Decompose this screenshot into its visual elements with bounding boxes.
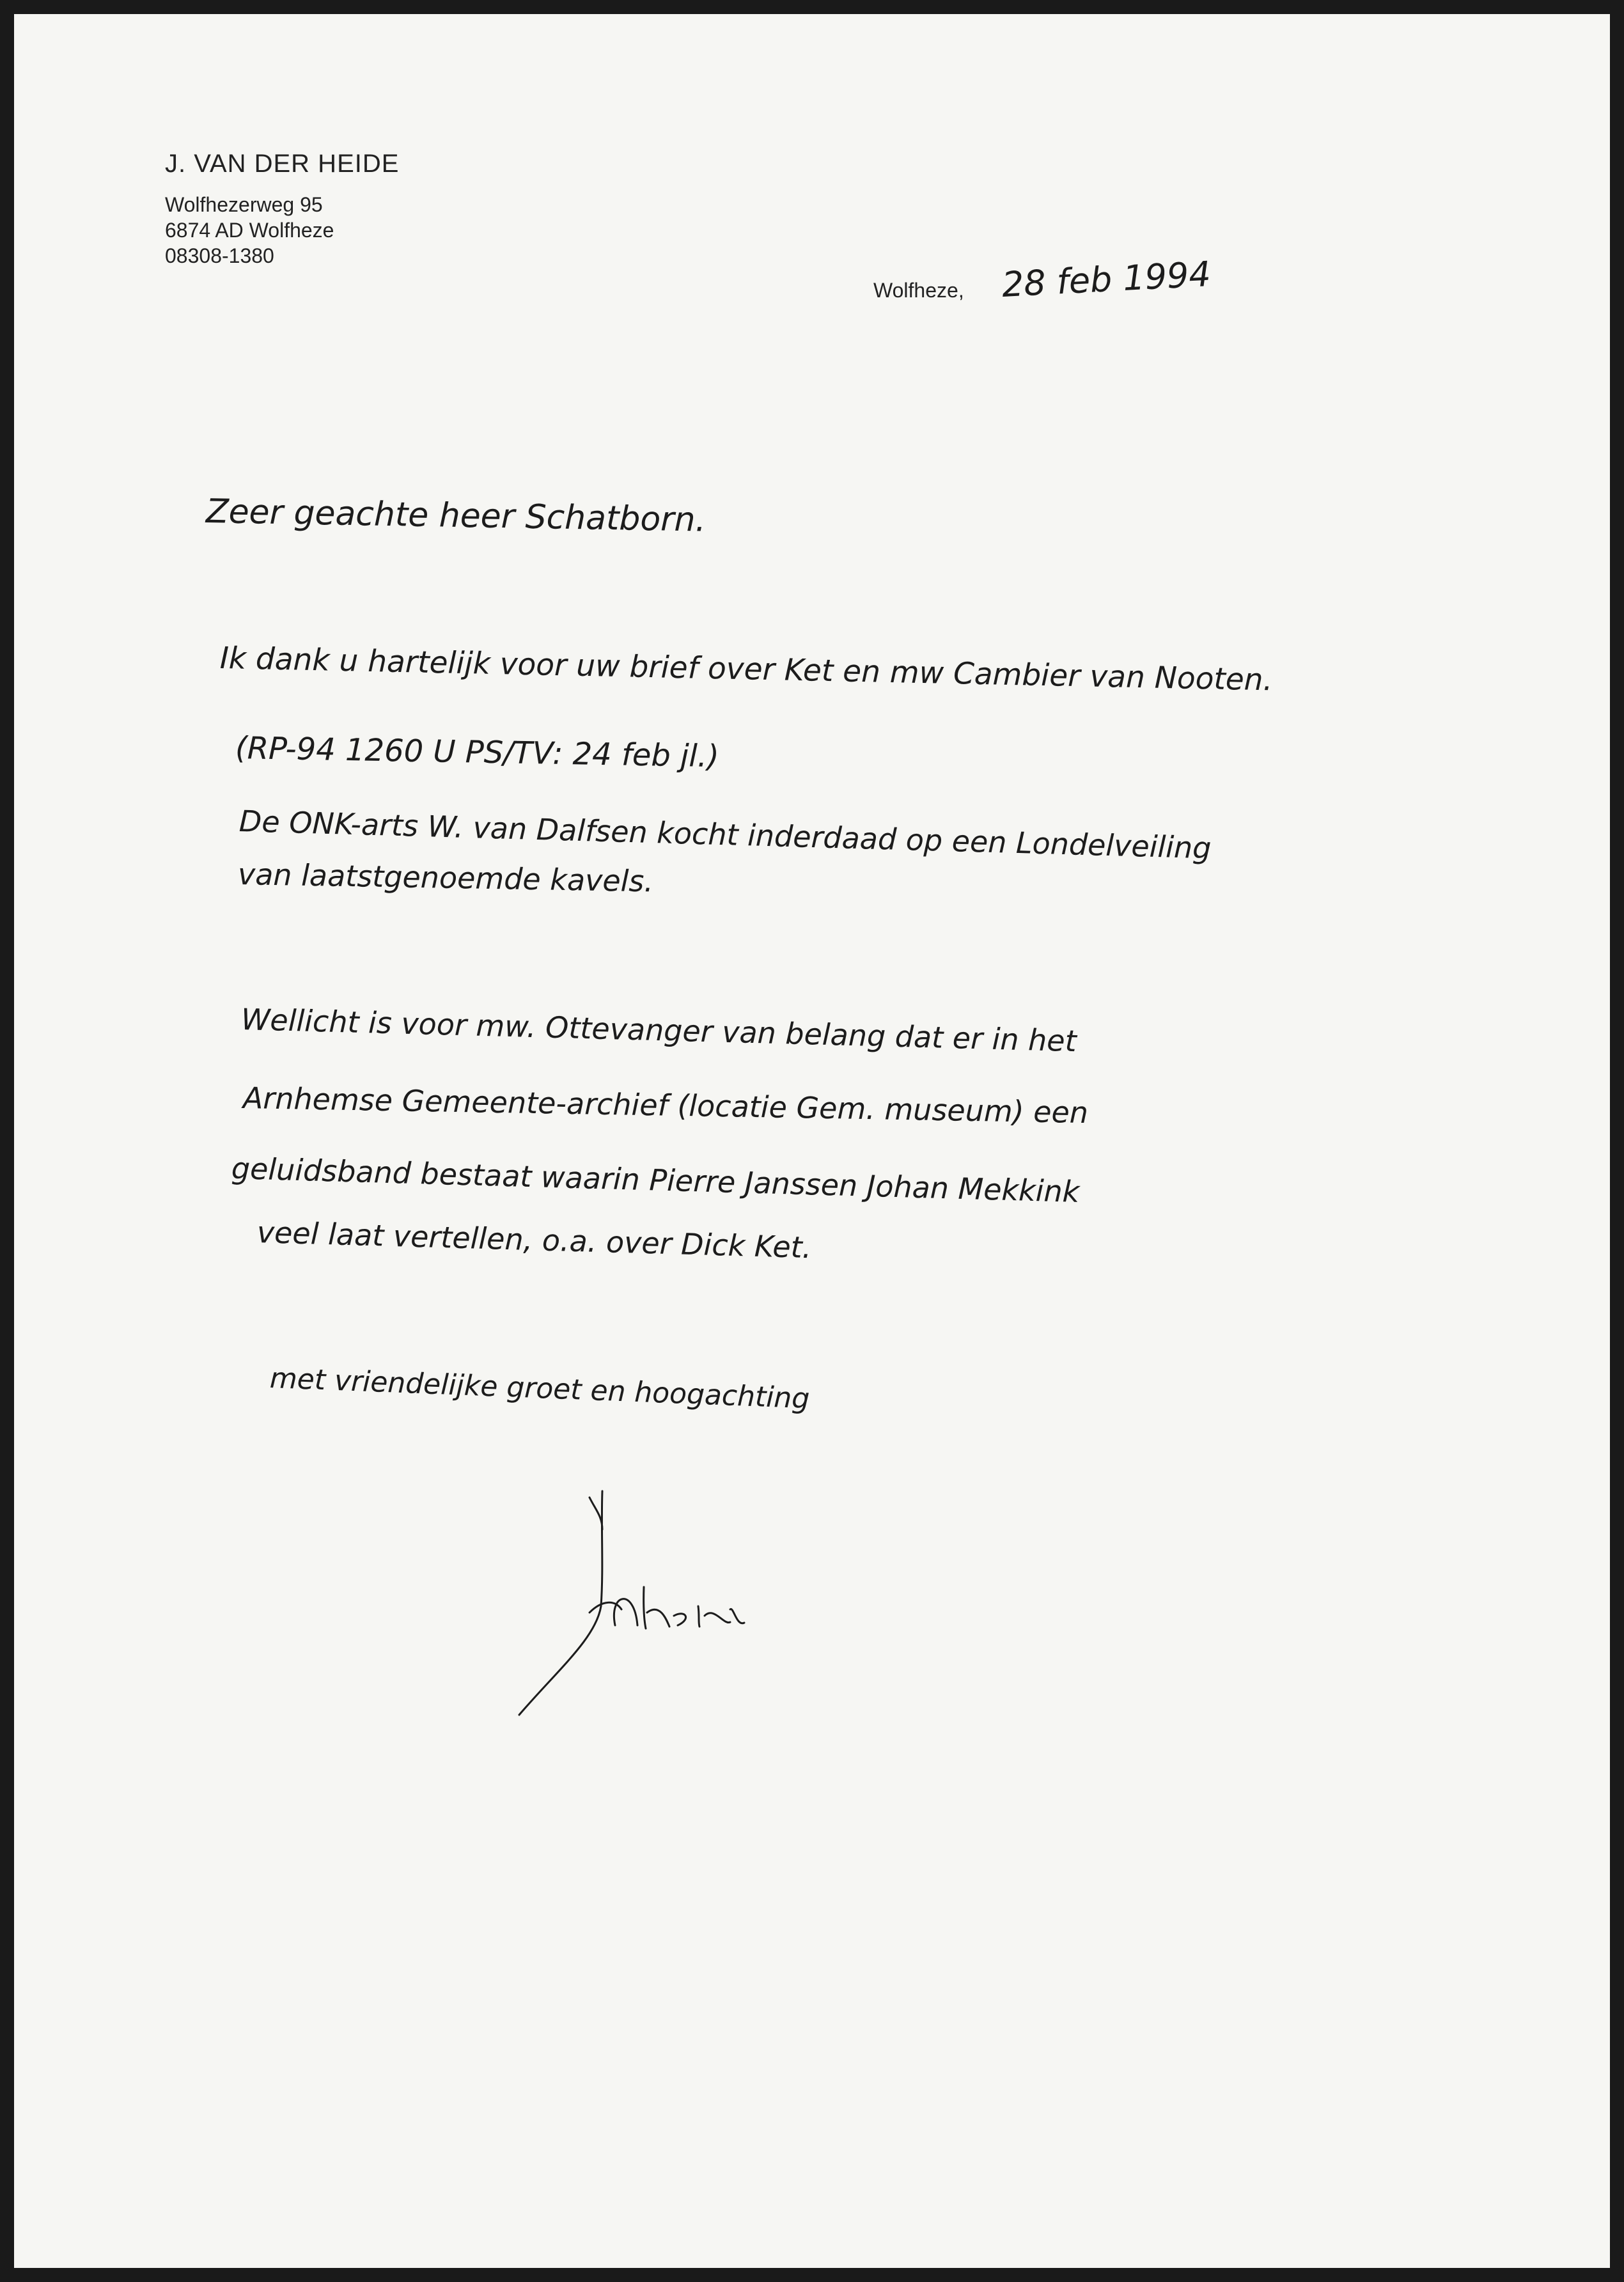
letterhead-street: Wolfhezerweg 95 xyxy=(165,193,323,216)
dateline-date: 28 feb 1994 xyxy=(1001,253,1212,305)
paragraph1-line-4: van laatstgenoemde kavels. xyxy=(237,857,654,899)
paragraph1-line-1: Ik dank u hartelijk voor uw brief over Ket en mw Cambier van Nooten. xyxy=(219,641,1274,698)
letter-page xyxy=(14,14,1610,2268)
signature xyxy=(506,1478,775,1721)
letterhead-postal: 6874 AD Wolfheze xyxy=(165,219,334,242)
paragraph1-line-3: De ONK-arts W. van Dalfsen kocht inderdaad op een Londelveiling xyxy=(238,804,1212,866)
paragraph2-line-4: veel laat vertellen, o.a. over Dick Ket. xyxy=(256,1215,813,1265)
closing: met vriendelijke groet en hoogachting xyxy=(269,1362,811,1416)
dateline-place: Wolfheze, xyxy=(873,279,964,302)
salutation: Zeer geachte heer Schatborn. xyxy=(205,492,707,540)
paragraph1-line-2: (RP-94 1260 U PS/TV: 24 feb jl.) xyxy=(235,730,720,775)
paragraph2-line-1: Wellicht is voor mw. Ottevanger van belang dat er in het xyxy=(240,1002,1077,1059)
paragraph2-line-2: Arnhemse Gemeente-archief (locatie Gem. museum) een xyxy=(242,1081,1089,1130)
letterhead-phone: 08308-1380 xyxy=(165,244,274,267)
paragraph2-line-3: geluidsband bestaat waarin Pierre Janssen Johan Mekkink xyxy=(231,1151,1081,1210)
letterhead-name: J. VAN DER HEIDE xyxy=(165,150,400,178)
